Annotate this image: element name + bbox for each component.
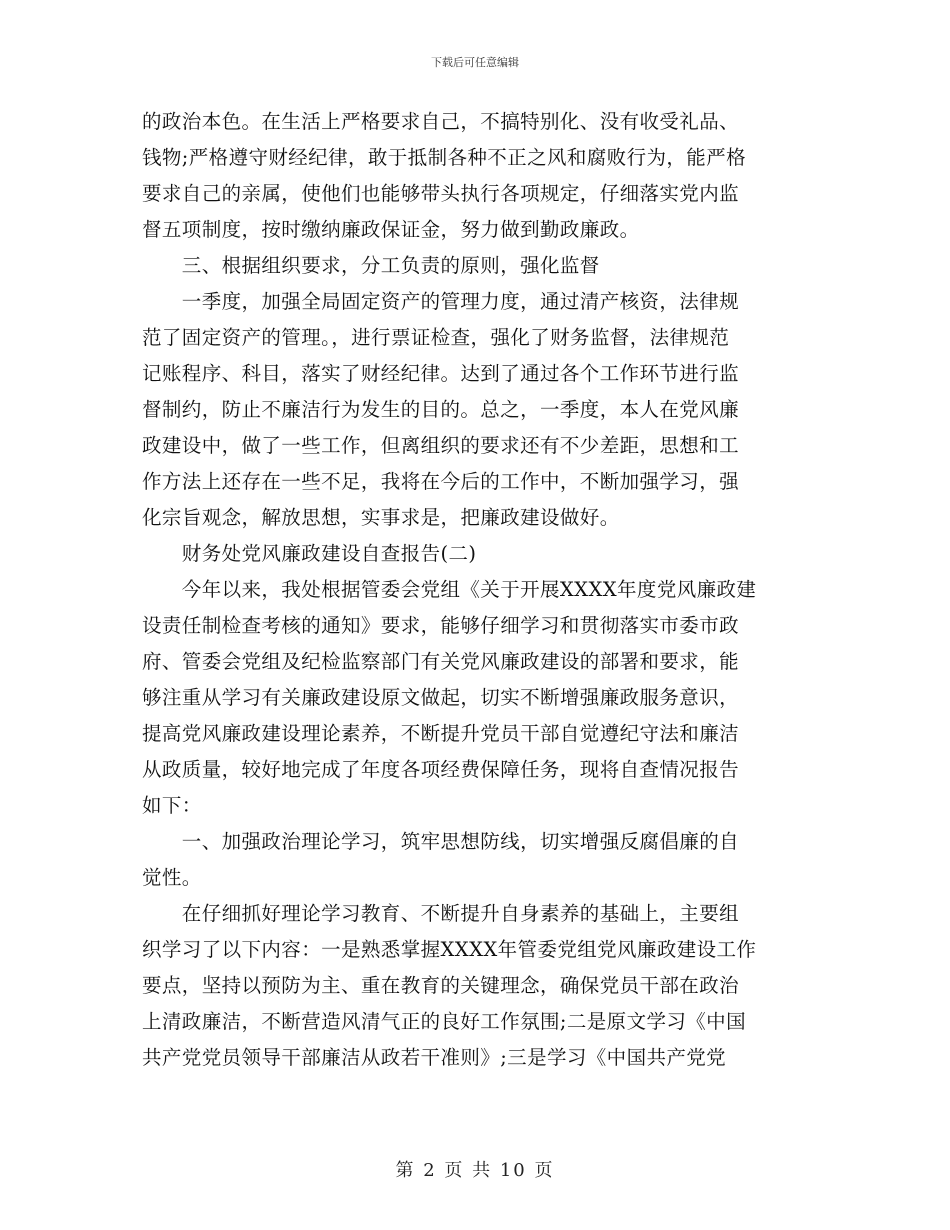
text-line: 一季度，加强全局固定资产的管理力度，通过清产核资，法律规 xyxy=(142,290,740,313)
text-line: 钱物;严格遵守财经纪律，敢于抵制各种不正之风和腐败行为，能严格 xyxy=(142,146,746,169)
text-line: 记账程序、科目，落实了财经纪律。达到了通过各个工作环节进行监 xyxy=(142,362,740,385)
text-line: 如下： xyxy=(142,794,202,817)
text-line: 在仔细抓好理论学习教育、不断提升自身素养的基础上，主要组 xyxy=(142,902,740,925)
text-line: 范了固定资产的管理。，进行票证检查，强化了财务监督，法律规范 xyxy=(142,326,730,349)
text-line: 政建设中，做了一些工作，但离组织的要求还有不少差距，思想和工 xyxy=(142,434,740,457)
text-line: 够注重从学习有关廉政建设原文做起，切实不断增强廉政服务意识， xyxy=(142,686,740,709)
text-line: 要点，坚持以预防为主、重在教育的关键理念，确保党员干部在政治 xyxy=(142,974,740,997)
text-line: 的政治本色。在生活上严格要求自己，不搞特别化、没有收受礼品、 xyxy=(142,110,740,133)
text-line: 化宗旨观念，解放思想，实事求是，把廉政建设做好。 xyxy=(142,506,620,529)
report-title: 财务处党风廉政建设自查报告(二) xyxy=(142,542,477,565)
text-line: 要求自己的亲属，使他们也能够带头执行各项规定，仔细落实党内监 xyxy=(142,182,740,205)
section-heading: 一、加强政治理论学习，筑牢思想防线，切实增强反腐倡廉的自 xyxy=(142,830,740,853)
text-line: 从政质量，较好地完成了年度各项经费保障任务，现将自查情况报告 xyxy=(142,758,740,781)
text-line: 设责任制检查考核的通知》要求，能够仔细学习和贯彻落实市委市政 xyxy=(142,614,740,637)
text-line: 督五项制度，按时缴纳廉政保证金，努力做到勤政廉政。 xyxy=(142,218,640,241)
text-line: 府、管委会党组及纪检监察部门有关党风廉政建设的部署和要求，能 xyxy=(142,650,740,673)
text-line: 上清政廉洁，不断营造风清气正的良好工作氛围;二是原文学习《中国 xyxy=(142,1010,746,1033)
text-line: 织学习了以下内容：一是熟悉掌握XXXX年管委党组党风廉政建设工作 xyxy=(142,938,757,961)
text-line: 觉性。 xyxy=(142,866,202,889)
section-heading: 三、根据组织要求，分工负责的原则，强化监督 xyxy=(142,254,600,277)
text-line: 共产党党员领导干部廉洁从政若干准则》;三是学习《中国共产党党 xyxy=(142,1046,727,1069)
text-line: 督制约，防止不廉洁行为发生的目的。总之，一季度，本人在党风廉 xyxy=(142,398,740,421)
page-header: 下载后可任意编辑 xyxy=(431,56,519,69)
text-line: 今年以来，我处根据管委会党组《关于开展XXXX年度党风廉政建 xyxy=(142,578,757,601)
document-body xyxy=(142,104,807,1076)
text-line: 作方法上还存在一些不足，我将在今后的工作中，不断加强学习，强 xyxy=(142,470,740,493)
text-line: 提高党风廉政建设理论素养，不断提升党员干部自觉遵纪守法和廉洁 xyxy=(142,722,740,745)
page-number: 第 2 页 共 10 页 xyxy=(395,1160,555,1181)
